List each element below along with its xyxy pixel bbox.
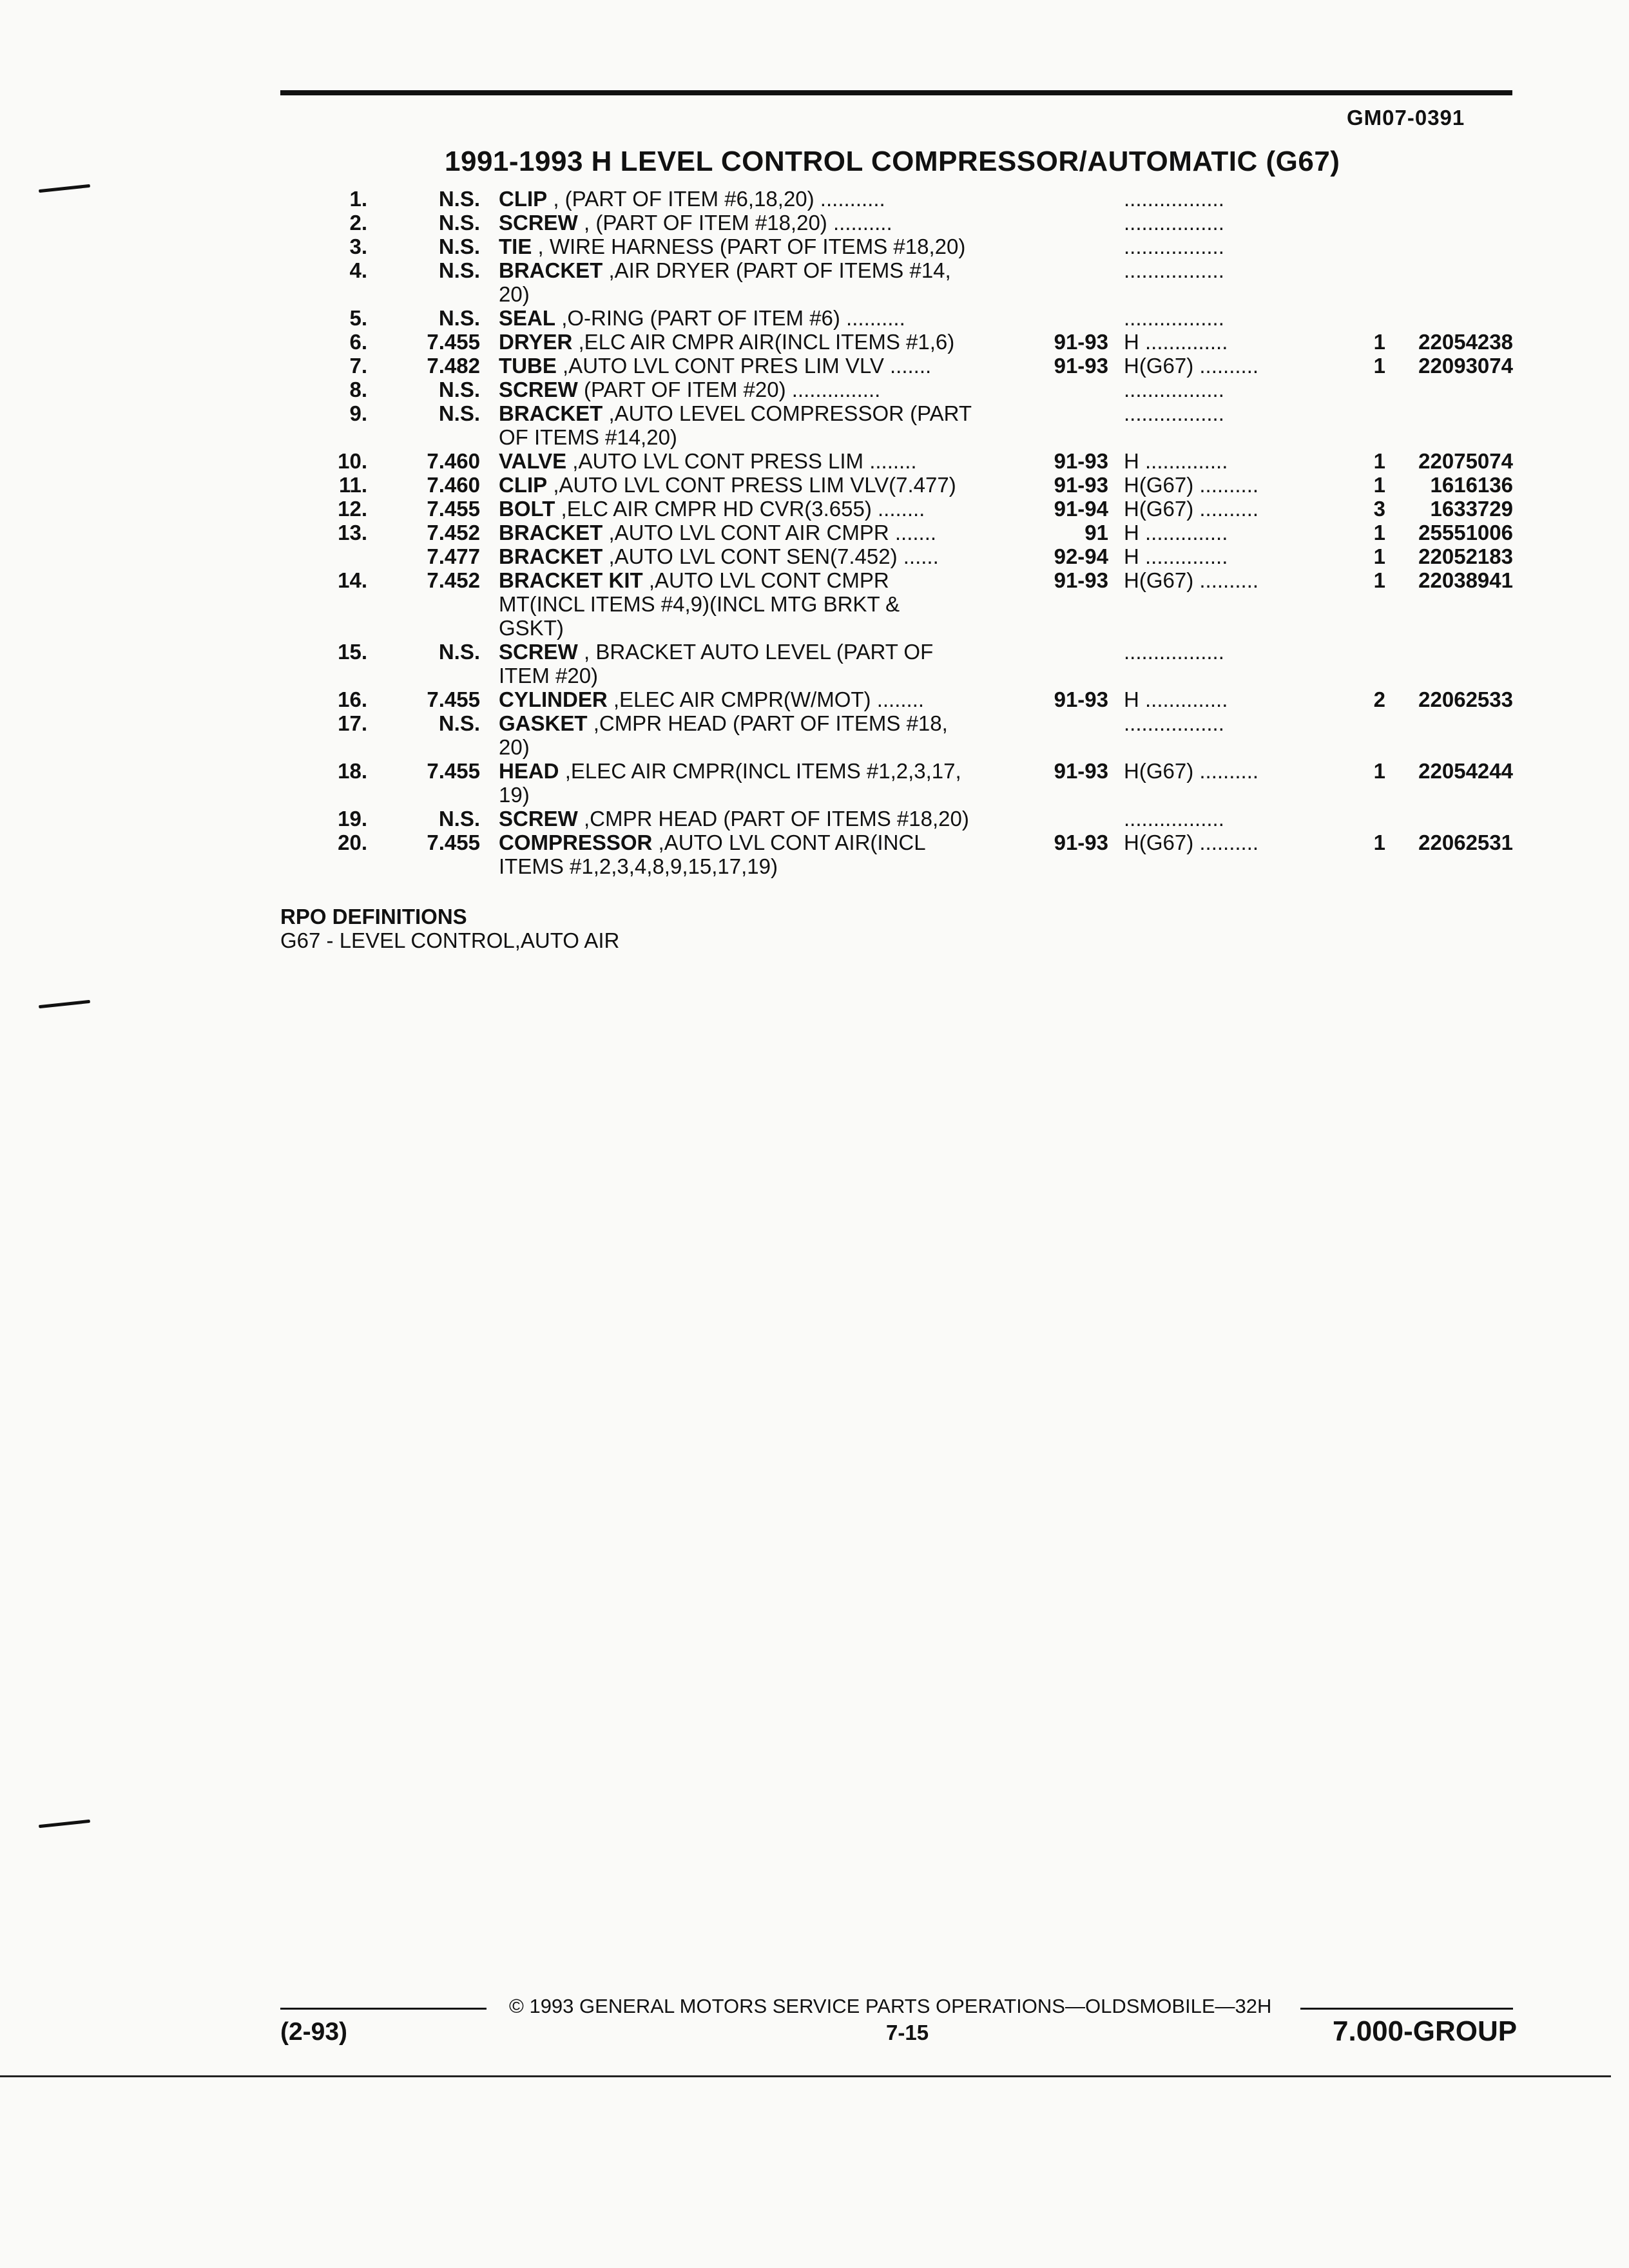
item-number: 11. bbox=[338, 473, 367, 497]
group-number: N.S. bbox=[438, 258, 480, 282]
description-line bbox=[499, 449, 1014, 473]
description-text: ,AUTO LVL CONT PRESS LIM VLV(7.477) bbox=[553, 473, 956, 497]
item-number: 10. bbox=[338, 449, 367, 473]
part-description bbox=[499, 497, 1014, 521]
description-text: OF ITEMS #14,20) bbox=[499, 425, 677, 449]
quantity: 2 bbox=[1373, 687, 1385, 711]
footer-date: (2-93) bbox=[280, 2018, 348, 2046]
item-number: 15. bbox=[338, 640, 367, 664]
model-code: ................. bbox=[1124, 807, 1224, 831]
description-text: ,ELC AIR CMPR HD CVR(3.655) ........ bbox=[561, 497, 925, 521]
part-description bbox=[499, 711, 1014, 759]
model-years: 91-93 bbox=[1054, 330, 1108, 354]
item-number: 8. bbox=[349, 378, 367, 401]
item-number: 9. bbox=[349, 401, 367, 425]
part-description bbox=[499, 544, 1014, 568]
description-line bbox=[499, 807, 1014, 831]
item-number: 14. bbox=[338, 568, 367, 592]
item-number: 4. bbox=[349, 258, 367, 282]
group-number: 7.455 bbox=[427, 497, 480, 521]
model-code: H .............. bbox=[1124, 544, 1228, 568]
part-description bbox=[499, 211, 1014, 235]
description-line bbox=[499, 473, 1014, 497]
group-number: 7.460 bbox=[427, 449, 480, 473]
part-name: SCREW bbox=[499, 211, 578, 235]
model-code: ................. bbox=[1124, 401, 1224, 425]
part-name: BRACKET bbox=[499, 521, 603, 544]
model-code: ................. bbox=[1124, 258, 1224, 282]
part-name: BRACKET bbox=[499, 401, 603, 425]
description-text: (PART OF ITEM #20) ............... bbox=[584, 378, 881, 401]
part-description bbox=[499, 306, 1014, 330]
model-code: H .............. bbox=[1124, 687, 1228, 711]
model-code: ................. bbox=[1124, 211, 1224, 235]
part-name: VALVE bbox=[499, 449, 567, 473]
description-text: ,AUTO LEVEL COMPRESSOR (PART bbox=[608, 401, 972, 425]
group-number: 7.482 bbox=[427, 354, 480, 378]
part-description bbox=[499, 401, 1014, 449]
part-number: 22075074 bbox=[1418, 449, 1513, 473]
part-description bbox=[499, 235, 1014, 258]
description-text: 20) bbox=[499, 735, 530, 759]
quantity: 1 bbox=[1373, 330, 1385, 354]
part-description bbox=[499, 807, 1014, 831]
footer-rule-left bbox=[280, 2008, 487, 2010]
description-text: GSKT) bbox=[499, 616, 564, 640]
description-line bbox=[499, 592, 1014, 616]
description-text: ,AUTO LVL CONT PRES LIM VLV ....... bbox=[563, 354, 932, 378]
description-line bbox=[499, 687, 1014, 711]
model-code: ................. bbox=[1124, 640, 1224, 664]
quantity: 1 bbox=[1373, 568, 1385, 592]
document-id: GM07-0391 bbox=[1347, 106, 1465, 130]
footer-page-number: 7-15 bbox=[886, 2021, 929, 2044]
footer-copyright: © 1993 GENERAL MOTORS SERVICE PARTS OPERATIONS—OLDSMOBILE—32H bbox=[509, 1995, 1272, 2017]
part-name: SCREW bbox=[499, 378, 578, 401]
description-line bbox=[499, 831, 1014, 854]
model-years: 91-93 bbox=[1054, 759, 1108, 783]
model-years: 91-93 bbox=[1054, 473, 1108, 497]
part-name: COMPRESSOR bbox=[499, 831, 653, 854]
description-line bbox=[499, 378, 1014, 401]
model-years: 91-93 bbox=[1054, 831, 1108, 854]
description-text: , (PART OF ITEM #18,20) .......... bbox=[584, 211, 892, 235]
model-code: H(G67) .......... bbox=[1124, 831, 1259, 854]
description-line bbox=[499, 258, 1014, 282]
group-number: 7.452 bbox=[427, 568, 480, 592]
group-number: 7.477 bbox=[427, 544, 480, 568]
quantity: 3 bbox=[1373, 497, 1385, 521]
description-line bbox=[499, 783, 1014, 807]
part-number: 22062531 bbox=[1418, 831, 1513, 854]
description-text: 20) bbox=[499, 282, 530, 306]
part-name: SCREW bbox=[499, 640, 578, 664]
quantity: 1 bbox=[1373, 759, 1385, 783]
part-number: 22093074 bbox=[1418, 354, 1513, 378]
footer-rule-right bbox=[1300, 2008, 1513, 2010]
model-years: 91-93 bbox=[1054, 568, 1108, 592]
description-line bbox=[499, 568, 1014, 592]
part-number: 22052183 bbox=[1418, 544, 1513, 568]
page-title: 1991-1993 H LEVEL CONTROL COMPRESSOR/AUTOMATIC (G67) bbox=[445, 146, 1340, 177]
item-number: 18. bbox=[338, 759, 367, 783]
description-text: ,ELC AIR CMPR AIR(INCL ITEMS #1,6) bbox=[578, 330, 955, 354]
description-text: , WIRE HARNESS (PART OF ITEMS #18,20) bbox=[537, 235, 966, 258]
footer-group: 7.000-GROUP bbox=[1333, 2015, 1518, 2047]
part-name: CLIP bbox=[499, 187, 548, 211]
description-text: ITEM #20) bbox=[499, 664, 599, 687]
group-number: 7.460 bbox=[427, 473, 480, 497]
description-text: ,AUTO LVL CONT SEN(7.452) ...... bbox=[608, 544, 939, 568]
description-line bbox=[499, 759, 1014, 783]
model-code: ................. bbox=[1124, 306, 1224, 330]
part-description bbox=[499, 831, 1014, 878]
part-number: 1616136 bbox=[1430, 473, 1513, 497]
description-line bbox=[499, 711, 1014, 735]
description-text: ,CMPR HEAD (PART OF ITEMS #18, bbox=[593, 711, 948, 735]
model-years: 91-93 bbox=[1054, 449, 1108, 473]
model-code: ................. bbox=[1124, 235, 1224, 258]
part-description bbox=[499, 449, 1014, 473]
item-number: 2. bbox=[349, 211, 367, 235]
model-years: 91-93 bbox=[1054, 687, 1108, 711]
group-number: N.S. bbox=[438, 235, 480, 258]
part-name: BRACKET bbox=[499, 258, 603, 282]
part-number: 22062533 bbox=[1418, 687, 1513, 711]
description-text: ,AIR DRYER (PART OF ITEMS #14, bbox=[608, 258, 951, 282]
model-code: ................. bbox=[1124, 378, 1224, 401]
group-number: N.S. bbox=[438, 306, 480, 330]
model-code: H .............. bbox=[1124, 330, 1228, 354]
model-code: ................. bbox=[1124, 187, 1224, 211]
description-text: ITEMS #1,2,3,4,8,9,15,17,19) bbox=[499, 854, 778, 878]
description-text: ,ELEC AIR CMPR(INCL ITEMS #1,2,3,17, bbox=[564, 759, 961, 783]
group-number: N.S. bbox=[438, 807, 480, 831]
rpo-heading: RPO DEFINITIONS bbox=[280, 905, 467, 928]
model-years: 91 bbox=[1084, 521, 1108, 544]
part-number: 22054244 bbox=[1418, 759, 1513, 783]
description-text: , BRACKET AUTO LEVEL (PART OF bbox=[584, 640, 934, 664]
description-line bbox=[499, 616, 1014, 640]
quantity: 1 bbox=[1373, 521, 1385, 544]
description-line bbox=[499, 187, 1014, 211]
part-number: 25551006 bbox=[1418, 521, 1513, 544]
item-number: 19. bbox=[338, 807, 367, 831]
part-number: 1633729 bbox=[1430, 497, 1513, 521]
description-line bbox=[499, 235, 1014, 258]
item-number: 1. bbox=[349, 187, 367, 211]
part-name: DRYER bbox=[499, 330, 573, 354]
model-code: ................. bbox=[1124, 711, 1224, 735]
part-name: CYLINDER bbox=[499, 687, 608, 711]
model-years: 91-93 bbox=[1054, 354, 1108, 378]
part-name: SEAL bbox=[499, 306, 556, 330]
part-number: 22054238 bbox=[1418, 330, 1513, 354]
description-text: ,ELEC AIR CMPR(W/MOT) ........ bbox=[613, 687, 925, 711]
group-number: N.S. bbox=[438, 711, 480, 735]
part-description bbox=[499, 258, 1014, 306]
description-line bbox=[499, 425, 1014, 449]
part-description bbox=[499, 687, 1014, 711]
group-number: N.S. bbox=[438, 401, 480, 425]
part-description bbox=[499, 378, 1014, 401]
model-code: H .............. bbox=[1124, 521, 1228, 544]
description-line bbox=[499, 664, 1014, 687]
group-number: N.S. bbox=[438, 187, 480, 211]
description-line bbox=[499, 521, 1014, 544]
description-text: , (PART OF ITEM #6,18,20) ........... bbox=[553, 187, 885, 211]
group-number: 7.455 bbox=[427, 330, 480, 354]
description-line bbox=[499, 544, 1014, 568]
group-number: 7.455 bbox=[427, 831, 480, 854]
group-number: 7.452 bbox=[427, 521, 480, 544]
item-number: 16. bbox=[338, 687, 367, 711]
group-number: 7.455 bbox=[427, 759, 480, 783]
model-code: H .............. bbox=[1124, 449, 1228, 473]
part-description bbox=[499, 640, 1014, 687]
item-number: 3. bbox=[349, 235, 367, 258]
quantity: 1 bbox=[1373, 354, 1385, 378]
item-number: 5. bbox=[349, 306, 367, 330]
description-text: ,AUTO LVL CONT CMPR bbox=[648, 568, 889, 592]
part-name: GASKET bbox=[499, 711, 588, 735]
item-number: 7. bbox=[349, 354, 367, 378]
part-name: TIE bbox=[499, 235, 532, 258]
rpo-definition: G67 - LEVEL CONTROL,AUTO AIR bbox=[280, 928, 620, 952]
part-name: SCREW bbox=[499, 807, 578, 831]
description-line bbox=[499, 401, 1014, 425]
description-line bbox=[499, 330, 1014, 354]
description-line bbox=[499, 735, 1014, 759]
group-number: N.S. bbox=[438, 211, 480, 235]
part-description bbox=[499, 473, 1014, 497]
description-text: ,CMPR HEAD (PART OF ITEMS #18,20) bbox=[584, 807, 969, 831]
description-line bbox=[499, 854, 1014, 878]
part-description bbox=[499, 354, 1014, 378]
part-description bbox=[499, 568, 1014, 640]
model-years: 91-94 bbox=[1054, 497, 1108, 521]
part-description bbox=[499, 187, 1014, 211]
description-line bbox=[499, 306, 1014, 330]
model-years: 92-94 bbox=[1054, 544, 1108, 568]
quantity: 1 bbox=[1373, 544, 1385, 568]
item-number: 20. bbox=[338, 831, 367, 854]
model-code: H(G67) .......... bbox=[1124, 354, 1259, 378]
item-number: 6. bbox=[349, 330, 367, 354]
model-code: H(G67) .......... bbox=[1124, 568, 1259, 592]
part-description bbox=[499, 521, 1014, 544]
part-name: CLIP bbox=[499, 473, 548, 497]
description-text: ,AUTO LVL CONT AIR CMPR ....... bbox=[608, 521, 937, 544]
group-number: 7.455 bbox=[427, 687, 480, 711]
description-line bbox=[499, 354, 1014, 378]
part-number: 22038941 bbox=[1418, 568, 1513, 592]
quantity: 1 bbox=[1373, 831, 1385, 854]
model-code: H(G67) .......... bbox=[1124, 473, 1259, 497]
group-number: N.S. bbox=[438, 378, 480, 401]
description-text: 19) bbox=[499, 783, 530, 807]
part-description bbox=[499, 759, 1014, 807]
part-name: TUBE bbox=[499, 354, 557, 378]
part-name: BRACKET KIT bbox=[499, 568, 643, 592]
top-rule bbox=[280, 90, 1512, 95]
part-name: BRACKET bbox=[499, 544, 603, 568]
description-line bbox=[499, 497, 1014, 521]
description-line bbox=[499, 211, 1014, 235]
description-line bbox=[499, 640, 1014, 664]
group-number: N.S. bbox=[438, 640, 480, 664]
part-name: BOLT bbox=[499, 497, 555, 521]
description-text: ,AUTO LVL CONT PRESS LIM ........ bbox=[572, 449, 917, 473]
item-number: 13. bbox=[338, 521, 367, 544]
punch-mark bbox=[39, 1000, 90, 1008]
quantity: 1 bbox=[1373, 473, 1385, 497]
quantity: 1 bbox=[1373, 449, 1385, 473]
part-description bbox=[499, 330, 1014, 354]
bottom-rule bbox=[0, 2075, 1611, 2077]
item-number: 12. bbox=[338, 497, 367, 521]
description-text: ,O-RING (PART OF ITEM #6) .......... bbox=[561, 306, 905, 330]
description-text: MT(INCL ITEMS #4,9)(INCL MTG BRKT & bbox=[499, 592, 900, 616]
model-code: H(G67) .......... bbox=[1124, 759, 1259, 783]
description-text: ,AUTO LVL CONT AIR(INCL bbox=[658, 831, 926, 854]
punch-mark bbox=[39, 1820, 90, 1828]
model-code: H(G67) .......... bbox=[1124, 497, 1259, 521]
part-name: HEAD bbox=[499, 759, 559, 783]
description-line bbox=[499, 282, 1014, 306]
item-number: 17. bbox=[338, 711, 367, 735]
punch-mark bbox=[39, 184, 90, 193]
